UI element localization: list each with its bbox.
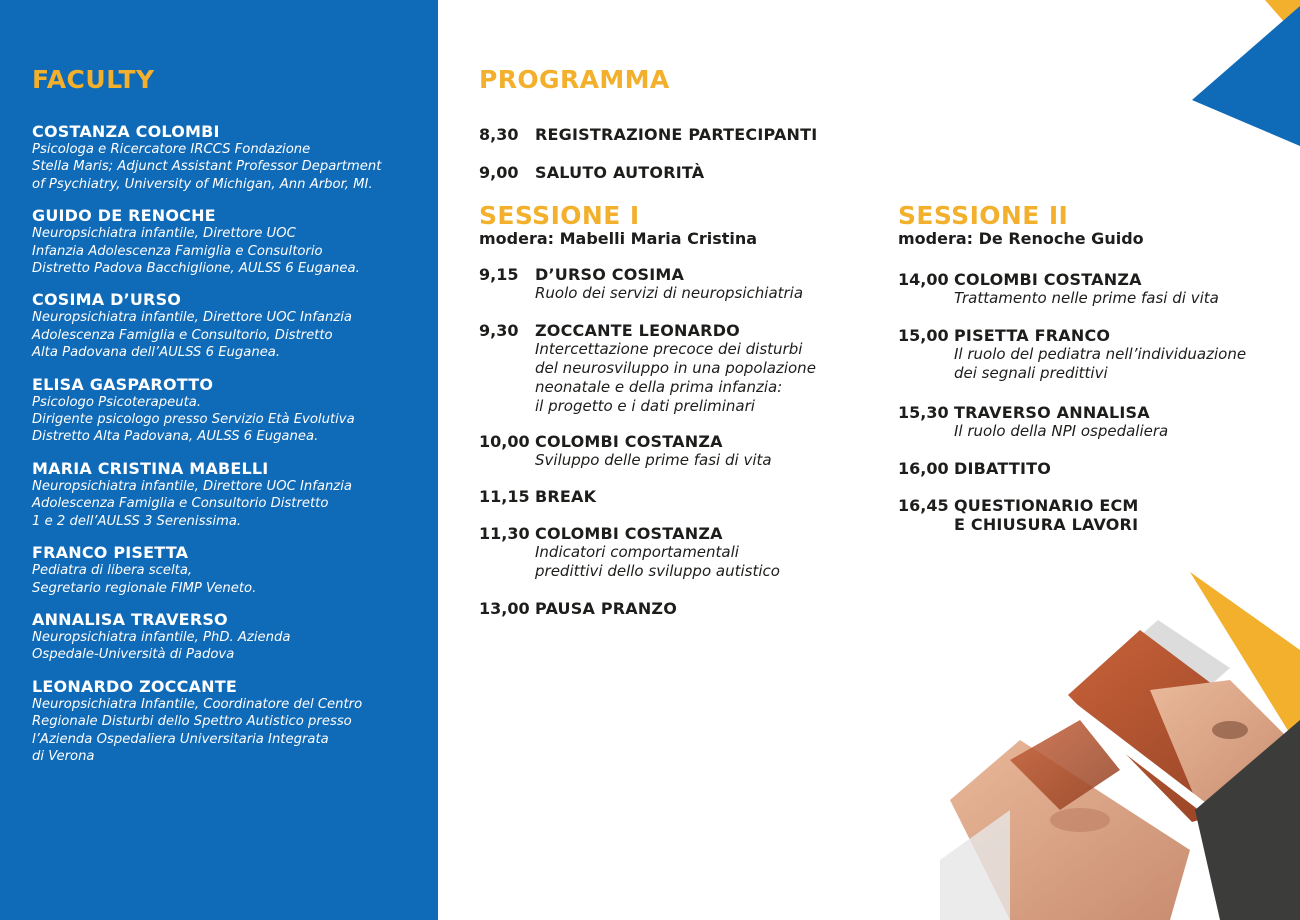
program-detail: Il ruolo del pediatra nell’individuazione dei segnali predittivi — [954, 345, 1247, 382]
faculty-member — [32, 206, 432, 277]
faculty-name: COSIMA D’URSO — [32, 290, 182, 310]
program-detail: Sviluppo delle prime fasi di vita — [535, 451, 772, 469]
program-label: QUESTIONARIO ECM E CHIUSURA LAVORI — [954, 496, 1139, 534]
faculty-member — [32, 122, 432, 193]
session-1-moderator: modera: Mabelli Maria Cristina — [479, 229, 758, 248]
faculty-member — [32, 543, 432, 597]
program-row — [898, 326, 1246, 383]
faculty-member — [32, 459, 432, 530]
program-time: 15,30 — [898, 403, 949, 422]
program-row — [898, 459, 1051, 478]
program-time: 9,00 — [479, 163, 519, 182]
program-time: 11,30 — [479, 524, 530, 543]
blue-triangle-shape — [1190, 0, 1300, 148]
program-row — [479, 125, 817, 144]
faculty-name: FRANCO PISETTA — [32, 543, 189, 563]
photo-collage-decoration — [900, 560, 1300, 920]
faculty-name: ELISA GASPAROTTO — [32, 374, 214, 394]
program-label: ZOCCANTE LEONARDO — [535, 321, 740, 340]
faculty-description: Neuropsichiatra infantile, Direttore UOC Infanzia Adolescenza Famiglia e Consultorio Distretto 1 e 2 dell’AULSS 3 Serenissima. — [32, 478, 352, 529]
program-time: 10,00 — [479, 432, 530, 451]
program-row — [479, 432, 772, 470]
program-detail: Indicatori comportamentali predittivi dello sviluppo autistico — [535, 543, 780, 580]
faculty-member — [32, 677, 432, 766]
program-label: DIBATTITO — [954, 459, 1052, 478]
faculty-title: FACULTY — [32, 65, 155, 94]
program-label: BREAK — [535, 487, 597, 506]
program-label: COLOMBI COSTANZA — [535, 432, 723, 451]
program-time: 11,15 — [479, 487, 530, 506]
faculty-name: MARIA CRISTINA MABELLI — [32, 458, 269, 478]
faculty-description: Psicologa e Ricercatore IRCCS Fondazione Stella Maris; Adjunct Assistant Professor Department of Psychiatry, University of Michigan, Ann Arbor, MI. — [32, 142, 382, 192]
program-row — [479, 599, 677, 618]
program-label: COLOMBI COSTANZA — [954, 270, 1142, 289]
faculty-description: Neuropsichiatra infantile, Direttore UOC Infanzia Adolescenza Famiglia e Consultorio Distretto Padova Bacchiglione, AULSS 6 Euganea. — [32, 226, 360, 277]
session-2-title: SESSIONE II — [898, 201, 1069, 230]
program-row — [479, 487, 596, 506]
faculty-name: LEONARDO ZOCCANTE — [32, 676, 237, 696]
program-row — [479, 321, 816, 416]
program-label: SALUTO AUTORITÀ — [535, 163, 705, 182]
faculty-member — [32, 290, 432, 361]
programma-title: PROGRAMMA — [479, 65, 670, 94]
program-row — [898, 270, 1219, 308]
faculty-description: Neuropsichiatra Infantile, Coordinatore del Centro Regionale Disturbi dello Spettro Autistico presso l’Azienda Ospedaliera Universitaria Integrata di Verona — [32, 696, 363, 764]
faculty-name: COSTANZA COLOMBI — [32, 122, 220, 141]
faculty-name: GUIDO DE RENOCHE — [32, 206, 216, 226]
program-row — [898, 403, 1168, 441]
faculty-member — [32, 610, 432, 664]
faculty-list — [32, 122, 432, 765]
program-label: PISETTA FRANCO — [954, 326, 1111, 345]
program-time: 9,30 — [479, 321, 519, 340]
program-row — [479, 524, 780, 581]
faculty-name: ANNALISA TRAVERSO — [32, 609, 228, 629]
faculty-description: Neuropsichiatra infantile, PhD. Azienda Ospedale-Università di Padova — [32, 629, 291, 663]
program-detail: Il ruolo della NPI ospedaliera — [954, 422, 1169, 440]
program-detail: Ruolo dei servizi di neuropsichiatria — [535, 284, 804, 302]
program-time: 14,00 — [898, 270, 949, 289]
faculty-member — [32, 375, 432, 446]
program-time: 8,30 — [479, 125, 519, 144]
faculty-description: Psicologo Psicoterapeuta. Dirigente psicologo presso Servizio Età Evolutiva Distretto Alta Padovana, AULSS 6 Euganea. — [32, 394, 355, 445]
program-row — [479, 265, 803, 303]
program-detail: Intercettazione precoce dei disturbi del neurosviluppo in una popolazione neonatale e della prima infanzia: il progetto e i dati preliminari — [535, 340, 816, 415]
program-row — [479, 163, 704, 182]
program-time: 16,45 — [898, 496, 949, 515]
program-label: PAUSA PRANZO — [535, 599, 678, 618]
program-time: 13,00 — [479, 599, 530, 618]
program-label: D’URSO COSIMA — [535, 265, 685, 284]
program-label: COLOMBI COSTANZA — [535, 524, 723, 543]
faculty-panel — [0, 0, 438, 920]
program-label: REGISTRAZIONE PARTECIPANTI — [535, 125, 818, 144]
program-time: 16,00 — [898, 459, 949, 478]
faculty-description: Neuropsichiatra infantile, Direttore UOC Infanzia Adolescenza Famiglia e Consultorio, Distretto Alta Padovana dell’AULSS 6 Euganea. — [32, 310, 352, 361]
faculty-description: Pediatra di libera scelta, Segretario regionale FIMP Veneto. — [32, 563, 257, 596]
session-2-moderator: modera: De Renoche Guido — [898, 229, 1144, 248]
program-time: 15,00 — [898, 326, 949, 345]
session-1-title: SESSIONE I — [479, 201, 640, 230]
program-detail: Trattamento nelle prime fasi di vita — [954, 289, 1219, 307]
program-label: TRAVERSO ANNALISA — [954, 403, 1150, 422]
program-row — [898, 496, 1139, 534]
program-time: 9,15 — [479, 265, 519, 284]
